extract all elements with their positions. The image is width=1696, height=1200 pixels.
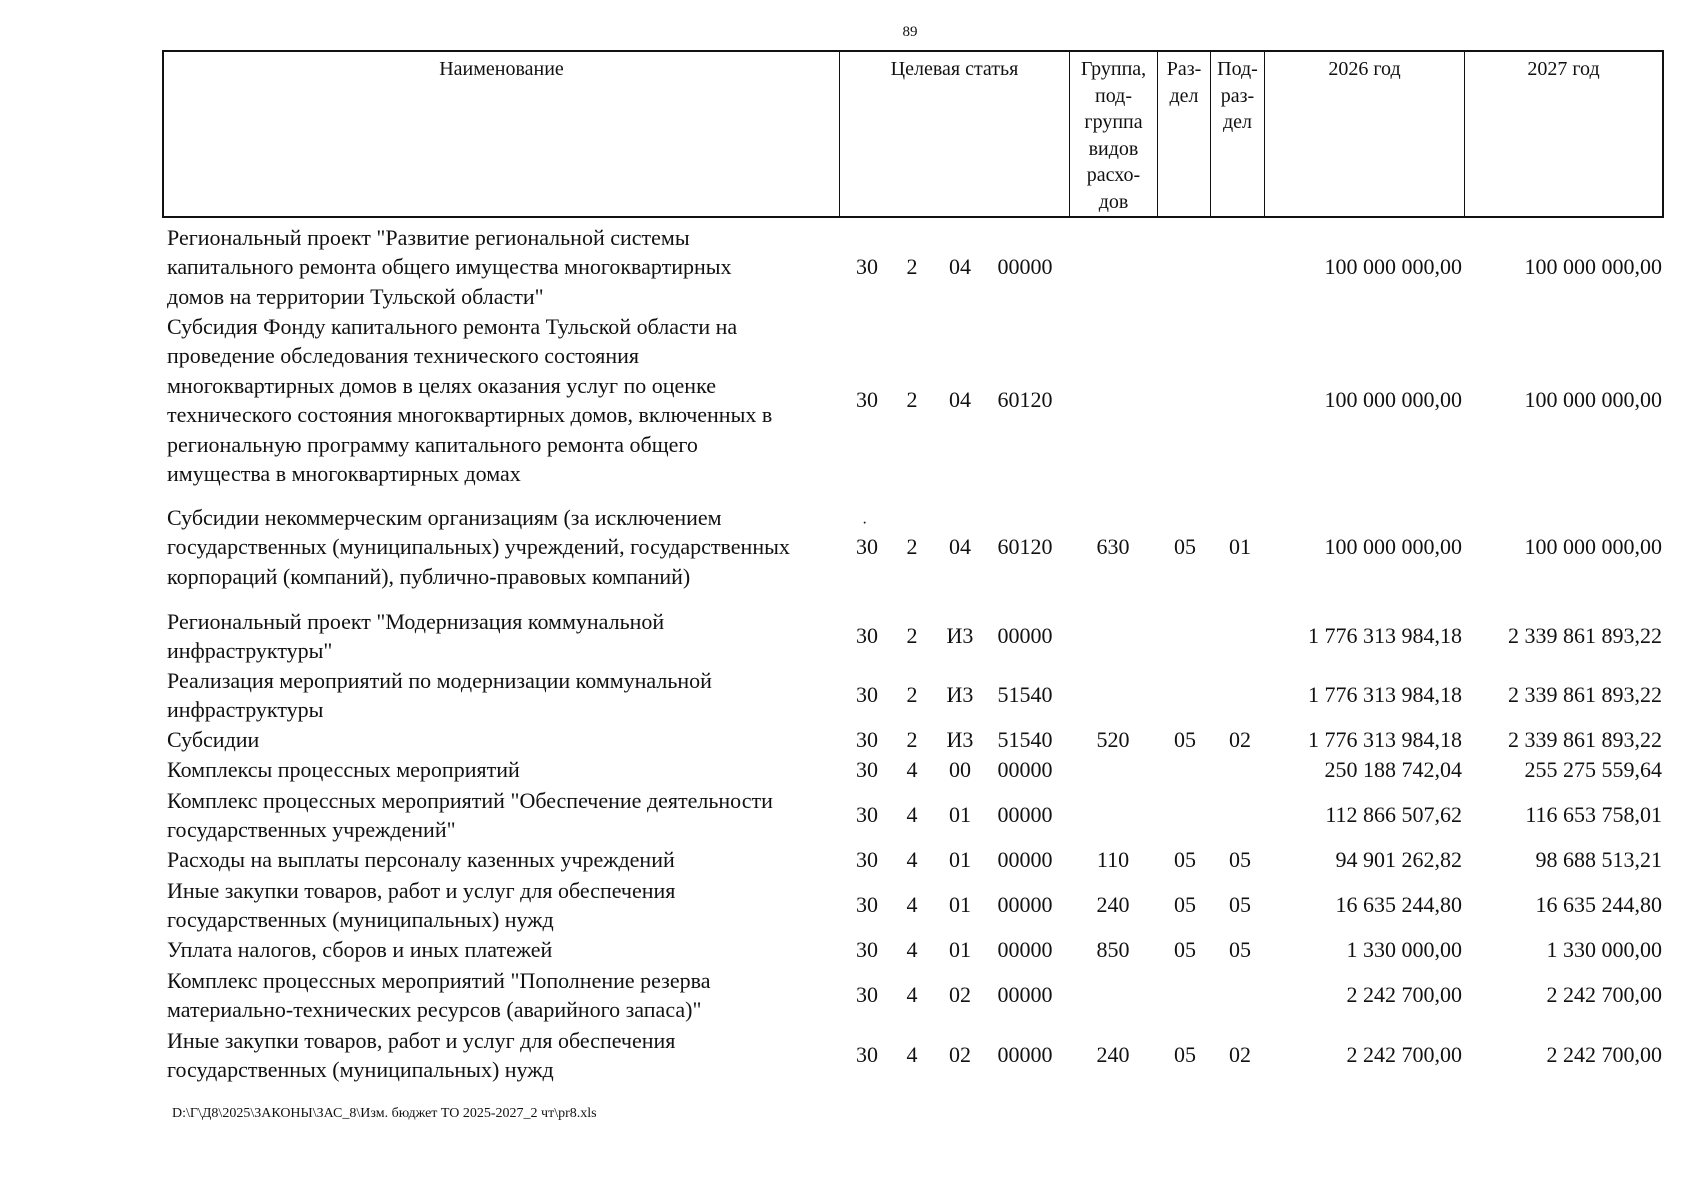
amount-2027: 2 242 700,00 [1546,1042,1662,1068]
target-code-program: 30 [856,847,878,873]
amount-2026: 1 776 313 984,18 [1308,727,1462,753]
amount-2027: 100 000 000,00 [1524,254,1662,280]
target-code-element: 01 [949,847,971,873]
target-code-type: 2 [906,534,918,560]
amount-2027: 16 635 244,80 [1535,892,1662,918]
row-name: Расходы на выплаты персоналу казенных учреждений [167,847,675,873]
row-name: Реализация мероприятий по модернизации коммунальной инфраструктуры [167,667,712,722]
section: 05 [1174,937,1196,963]
header-subsection-line: дел [1222,111,1253,133]
target-code-type: 2 [906,387,918,413]
expense-group [1072,665,1154,725]
subsection [1214,785,1266,845]
target-code-element: 04 [949,254,971,280]
section [1160,965,1210,1025]
row-name: Региональный проект "Модернизация коммунальной инфраструктуры" [167,608,665,663]
target-code-direction: 00000 [997,982,1053,1008]
table-row [0,665,1696,725]
section [1160,785,1210,845]
amount-2026: 16 635 244,80 [1335,892,1462,918]
table-row [0,310,1696,490]
target-code-direction: 00000 [997,757,1053,783]
subsection [1214,606,1266,666]
amount-2027: 116 653 758,01 [1525,802,1662,828]
header-group-line: дов [1098,190,1129,213]
amount-2027: 2 242 700,00 [1546,982,1662,1008]
header-group-line: под- [1095,84,1132,107]
header-subsection-line: Под- [1217,58,1258,80]
header-group-line: видов [1088,137,1139,160]
target-code-direction: 00000 [997,1042,1053,1068]
target-code-program: 30 [856,757,878,783]
header-section-line: Раз- [1166,58,1202,80]
target-code-program: 30 [856,623,878,649]
target-code-type: 4 [906,757,918,783]
table-row [0,935,1696,965]
target-code-direction: 60120 [997,387,1053,413]
target-code-element: И3 [946,623,974,649]
amount-2027: 255 275 559,64 [1524,757,1662,783]
amount-2027: 2 339 861 893,22 [1508,727,1662,753]
amount-2026: 1 330 000,00 [1346,937,1462,963]
amount-2026: 1 776 313 984,18 [1308,623,1462,649]
target-code-type: 4 [906,937,918,963]
header-group-line: расхо- [1086,164,1141,186]
section [1160,606,1210,666]
expense-group: 850 [1096,937,1130,963]
subsection [1214,755,1266,785]
subsection: 01 [1229,534,1251,560]
amount-2026: 1 776 313 984,18 [1308,682,1462,708]
row-name: Региональный проект "Развитие региональной системы капитального ремонта общего имущества многоквартирных домов на территории Тульской области" [167,224,732,309]
table-row [0,222,1696,312]
expense-group [1072,965,1154,1025]
subsection [1214,965,1266,1025]
target-code-direction: 00000 [997,937,1053,963]
header-section [1158,52,1211,216]
table-row [0,725,1696,755]
section: 05 [1174,892,1196,918]
amount-2026: 2 242 700,00 [1346,982,1462,1008]
row-name: Субсидия Фонду капитального ремонта Тульской области на проведение обследования технического состояния многоквартирных домов в целях оказания услуг по оценке технического состояния многоквартирных домов, включенных в региональную программу капитального ремонта общего имущества в многоквартирных домах [167,313,773,486]
table-row [0,1025,1696,1085]
stray-dot-mark: · [862,515,868,532]
row-name: Комплекс процессных мероприятий "Пополнение резерва материально-технических ресурсов (аварийного запаса)" [167,967,711,1022]
subsection: 05 [1229,892,1251,918]
amount-2027: 100 000 000,00 [1524,534,1662,560]
section [1160,222,1210,312]
header-expense-group [1070,52,1158,216]
row-name: Субсидии некоммерческим организациям (за исключением государственных (муниципальных) учреждений, государственных корпораций (компаний), публично-правовых компаний) [167,504,790,589]
section: 05 [1174,1042,1196,1068]
target-code-program: 30 [856,937,878,963]
table-row [0,606,1696,666]
expense-group [1072,310,1154,490]
section: 05 [1174,534,1196,560]
subsection: 02 [1229,727,1251,753]
section [1160,310,1210,490]
target-code-program: 30 [856,387,878,413]
target-code-element: 04 [949,387,971,413]
table-row [0,845,1696,875]
target-code-element: 00 [949,757,971,783]
table-row [0,755,1696,785]
target-code-type: 2 [906,682,918,708]
target-code-direction: 00000 [997,802,1053,828]
target-code-element: 04 [949,534,971,560]
amount-2026: 112 866 507,62 [1325,802,1462,828]
target-code-direction: 51540 [997,682,1053,708]
amount-2027: 2 339 861 893,22 [1508,682,1662,708]
target-code-program: 30 [856,534,878,560]
target-code-type: 2 [906,623,918,649]
target-code-program: 30 [856,802,878,828]
expense-group: 110 [1096,847,1130,873]
target-code-program: 30 [856,727,878,753]
target-code-type: 2 [906,727,918,753]
target-code-direction: 60120 [997,534,1053,560]
target-code-type: 4 [906,847,918,873]
target-code-program: 30 [856,892,878,918]
header-group-line: Группа, [1080,58,1147,80]
table-row [0,502,1696,592]
row-name: Уплата налогов, сборов и иных платежей [167,937,553,963]
expense-group: 520 [1096,727,1130,753]
row-name: Иные закупки товаров, работ и услуг для обеспечения государственных (муниципальных) нужд [167,1027,676,1082]
row-name: Комплекс процессных мероприятий "Обеспечение деятельности государственных учреждений" [167,787,773,842]
target-code-direction: 51540 [997,727,1053,753]
amount-2026: 2 242 700,00 [1346,1042,1462,1068]
target-code-element: 02 [949,1042,971,1068]
target-code-element: 01 [949,937,971,963]
target-code-direction: 00000 [997,847,1053,873]
header-name: Наименование [164,52,840,216]
expense-group: 630 [1096,534,1130,560]
section [1160,665,1210,725]
target-code-program: 30 [856,982,878,1008]
amount-2026: 100 000 000,00 [1324,387,1462,413]
header-group-line: группа [1084,111,1143,133]
section: 05 [1174,847,1196,873]
target-code-element: И3 [946,682,974,708]
amount-2027: 100 000 000,00 [1524,387,1662,413]
target-code-program: 30 [856,254,878,280]
subsection [1214,310,1266,490]
target-code-type: 2 [906,254,918,280]
table-row [0,875,1696,935]
target-code-direction: 00000 [997,623,1053,649]
row-name: Субсидии [167,727,260,753]
header-year-2026: 2026 год [1265,52,1465,216]
amount-2026: 100 000 000,00 [1324,254,1462,280]
expense-group: 240 [1096,892,1130,918]
amount-2026: 94 901 262,82 [1335,847,1462,873]
table-row [0,965,1696,1025]
expense-group [1072,755,1154,785]
table-row [0,785,1696,845]
section [1160,755,1210,785]
amount-2027: 98 688 513,21 [1535,847,1662,873]
table-header [162,50,1664,218]
header-subsection [1211,52,1265,216]
target-code-type: 4 [906,982,918,1008]
target-code-type: 4 [906,892,918,918]
target-code-type: 4 [906,802,918,828]
header-target-article: Целевая статья [840,52,1070,216]
target-code-program: 30 [856,1042,878,1068]
section: 05 [1174,727,1196,753]
target-code-element: 01 [949,802,971,828]
amount-2027: 2 339 861 893,22 [1508,623,1662,649]
subsection: 05 [1229,847,1251,873]
page-number: 89 [902,24,918,40]
expense-group [1072,785,1154,845]
subsection: 05 [1229,937,1251,963]
expense-group [1072,606,1154,666]
subsection: 02 [1229,1042,1251,1068]
header-subsection-line: раз- [1220,84,1255,107]
expense-group: 240 [1096,1042,1130,1068]
target-code-element: 02 [949,982,971,1008]
header-year-2027: 2027 год [1527,58,1600,80]
target-code-element: 01 [949,892,971,918]
amount-2027: 1 330 000,00 [1546,937,1662,963]
target-code-direction: 00000 [997,892,1053,918]
subsection [1214,665,1266,725]
target-code-program: 30 [856,682,878,708]
file-path-footer: D:\Г\Д8\2025\ЗАКОНЫ\ЗАС_8\Изм. бюджет ТО 2025-2027_2 чт\pr8.xls [172,1106,597,1121]
target-code-type: 4 [906,1042,918,1068]
target-code-element: И3 [946,727,974,753]
target-code-direction: 00000 [997,254,1053,280]
row-name: Комплексы процессных мероприятий [167,757,520,783]
expense-group [1072,222,1154,312]
amount-2026: 100 000 000,00 [1324,534,1462,560]
subsection [1214,222,1266,312]
row-name: Иные закупки товаров, работ и услуг для обеспечения государственных (муниципальных) нужд [167,877,676,932]
header-section-line: дел [1169,84,1199,107]
amount-2026: 250 188 742,04 [1324,757,1462,783]
